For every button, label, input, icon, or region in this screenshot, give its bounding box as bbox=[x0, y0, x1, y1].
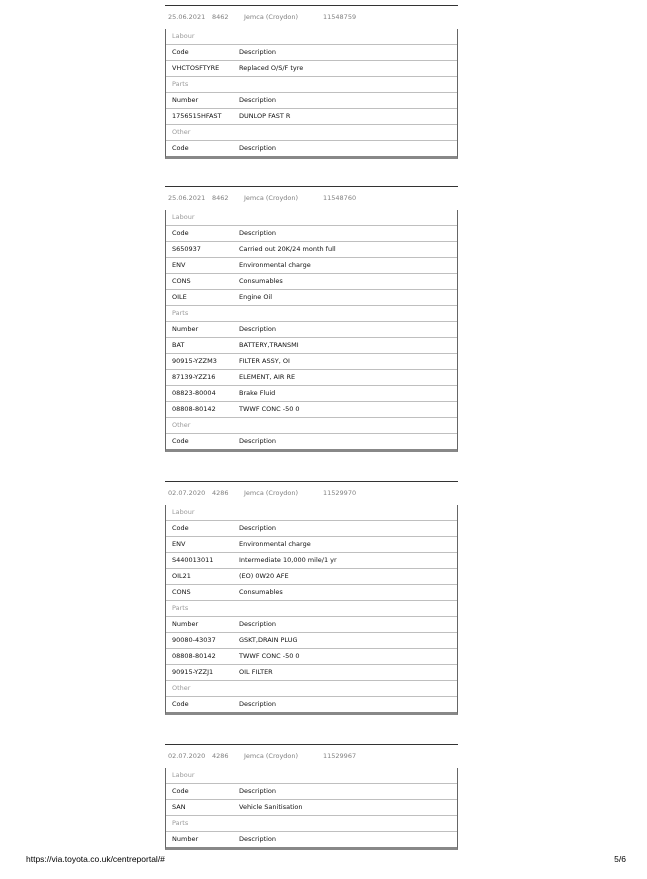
section-label bbox=[166, 601, 457, 617]
description-cell: Description bbox=[239, 48, 277, 56]
section-title: Labour bbox=[172, 508, 195, 516]
table-row bbox=[166, 338, 457, 354]
table-row bbox=[166, 585, 457, 601]
footer-url: https://via.toyota.co.uk/centreportal/# bbox=[26, 854, 165, 864]
section-title: Other bbox=[172, 128, 191, 136]
table-row bbox=[166, 569, 457, 585]
table-row bbox=[166, 370, 457, 386]
section-label bbox=[166, 768, 457, 784]
table-row bbox=[166, 290, 457, 306]
description-cell: TWWF CONC -50 0 bbox=[239, 405, 300, 413]
section-title: Parts bbox=[172, 604, 189, 612]
description-cell: ELEMENT, AIR RE bbox=[239, 373, 296, 381]
code-cell: 90915-YZZJ1 bbox=[172, 668, 214, 676]
code-cell: S440013011 bbox=[172, 556, 214, 564]
section-label bbox=[166, 418, 457, 434]
record-ref: 8462 bbox=[212, 13, 229, 21]
code-cell: OIL21 bbox=[172, 572, 191, 580]
record-table bbox=[165, 210, 458, 452]
section-title: Labour bbox=[172, 771, 195, 779]
section-label bbox=[166, 816, 457, 832]
table-row bbox=[166, 633, 457, 649]
code-cell: Code bbox=[172, 48, 189, 56]
column-header-row bbox=[166, 521, 457, 537]
code-cell: Code bbox=[172, 700, 189, 708]
section-label bbox=[166, 77, 457, 93]
description-cell: FILTER ASSY, OI bbox=[239, 357, 290, 365]
section-label bbox=[166, 125, 457, 141]
record-ref: 4286 bbox=[212, 752, 229, 760]
table-row bbox=[166, 109, 457, 125]
table-row bbox=[166, 354, 457, 370]
code-cell: 90915-YZZM3 bbox=[172, 357, 217, 365]
description-cell: Description bbox=[239, 144, 277, 152]
section-label bbox=[166, 306, 457, 322]
table-row bbox=[166, 800, 457, 816]
code-cell: Number bbox=[172, 96, 199, 104]
service-record bbox=[165, 5, 458, 159]
code-cell: Number bbox=[172, 835, 199, 843]
description-cell: Description bbox=[239, 620, 277, 628]
code-cell: ENV bbox=[172, 261, 186, 269]
column-header-row bbox=[166, 697, 457, 712]
code-cell: Code bbox=[172, 524, 189, 532]
code-cell: 1756515HFAST bbox=[172, 112, 222, 120]
section-title: Labour bbox=[172, 32, 195, 40]
description-cell: Description bbox=[239, 229, 277, 237]
column-header-row bbox=[166, 141, 457, 156]
description-cell: Environmental charge bbox=[239, 540, 311, 548]
record-site: Jemca (Croydon) bbox=[244, 194, 299, 202]
column-header-row bbox=[166, 434, 457, 449]
record-header bbox=[165, 5, 458, 29]
description-cell: Brake Fluid bbox=[239, 389, 276, 397]
description-cell: DUNLOP FAST R bbox=[239, 112, 291, 120]
description-cell: Environmental charge bbox=[239, 261, 311, 269]
code-cell: Code bbox=[172, 787, 189, 795]
record-job-number: 11548759 bbox=[323, 13, 357, 21]
code-cell: SAN bbox=[172, 803, 186, 811]
page-number: 5/6 bbox=[614, 854, 626, 864]
table-row bbox=[166, 402, 457, 418]
description-cell: Consumables bbox=[239, 588, 283, 596]
description-cell: Carried out 20K/24 month full bbox=[239, 245, 336, 253]
record-table bbox=[165, 505, 458, 715]
table-row bbox=[166, 649, 457, 665]
section-title: Labour bbox=[172, 213, 195, 221]
table-row bbox=[166, 386, 457, 402]
section-label bbox=[166, 29, 457, 45]
record-date: 25.06.2021 bbox=[168, 13, 206, 21]
column-header-row bbox=[166, 322, 457, 338]
section-title: Parts bbox=[172, 819, 189, 827]
record-date: 25.06.2021 bbox=[168, 194, 206, 202]
service-record bbox=[165, 744, 458, 850]
section-label bbox=[166, 210, 457, 226]
description-cell: BATTERY,TRANSMI bbox=[239, 341, 299, 349]
column-header-row bbox=[166, 93, 457, 109]
code-cell: 08808-80142 bbox=[172, 652, 216, 660]
code-cell: BAT bbox=[172, 341, 185, 349]
table-row bbox=[166, 61, 457, 77]
record-job-number: 11529970 bbox=[323, 489, 357, 497]
record-header bbox=[165, 481, 458, 505]
code-cell: CONS bbox=[172, 277, 191, 285]
record-site: Jemca (Croydon) bbox=[244, 13, 299, 21]
record-header bbox=[165, 744, 458, 768]
description-cell: Description bbox=[239, 437, 277, 445]
table-row bbox=[166, 242, 457, 258]
section-label bbox=[166, 505, 457, 521]
section-title: Parts bbox=[172, 309, 189, 317]
section-label bbox=[166, 681, 457, 697]
record-table bbox=[165, 29, 458, 159]
column-header-row bbox=[166, 226, 457, 242]
description-cell: OIL FILTER bbox=[239, 668, 273, 676]
code-cell: CONS bbox=[172, 588, 191, 596]
code-cell: 87139-YZZ16 bbox=[172, 373, 216, 381]
description-cell: Description bbox=[239, 96, 277, 104]
code-cell: 08823-80004 bbox=[172, 389, 216, 397]
section-title: Parts bbox=[172, 80, 189, 88]
description-cell: Replaced O/S/F tyre bbox=[239, 64, 304, 72]
code-cell: Number bbox=[172, 325, 199, 333]
section-title: Other bbox=[172, 421, 191, 429]
record-job-number: 11548760 bbox=[323, 194, 357, 202]
code-cell: Code bbox=[172, 229, 189, 237]
column-header-row bbox=[166, 784, 457, 800]
code-cell: 90080-43037 bbox=[172, 636, 216, 644]
record-job-number: 11529967 bbox=[323, 752, 357, 760]
table-row bbox=[166, 274, 457, 290]
description-cell: Description bbox=[239, 835, 277, 843]
service-record bbox=[165, 186, 458, 452]
table-row bbox=[166, 258, 457, 274]
column-header-row bbox=[166, 617, 457, 633]
column-header-row bbox=[166, 832, 457, 847]
code-cell: 08808-80142 bbox=[172, 405, 216, 413]
code-cell: Code bbox=[172, 437, 189, 445]
record-date: 02.07.2020 bbox=[168, 489, 206, 497]
description-cell: Description bbox=[239, 700, 277, 708]
description-cell: Intermediate 10,000 mile/1 yr bbox=[239, 556, 337, 564]
table-row bbox=[166, 553, 457, 569]
code-cell: S650937 bbox=[172, 245, 201, 253]
code-cell: VHCTOSFTYRE bbox=[172, 64, 220, 72]
description-cell: (EO) 0W20 AFE bbox=[239, 572, 289, 580]
record-date: 02.07.2020 bbox=[168, 752, 206, 760]
column-header-row bbox=[166, 45, 457, 61]
record-header bbox=[165, 186, 458, 210]
record-table bbox=[165, 768, 458, 850]
description-cell: Description bbox=[239, 524, 277, 532]
description-cell: Vehicle Sanitisation bbox=[239, 803, 303, 811]
description-cell: Engine Oil bbox=[239, 293, 273, 301]
record-site: Jemca (Croydon) bbox=[244, 752, 299, 760]
description-cell: GSKT,DRAIN PLUG bbox=[239, 636, 298, 644]
section-title: Other bbox=[172, 684, 191, 692]
table-row bbox=[166, 537, 457, 553]
code-cell: Number bbox=[172, 620, 199, 628]
code-cell: ENV bbox=[172, 540, 186, 548]
record-ref: 8462 bbox=[212, 194, 229, 202]
record-ref: 4286 bbox=[212, 489, 229, 497]
description-cell: Description bbox=[239, 787, 277, 795]
description-cell: Consumables bbox=[239, 277, 283, 285]
code-cell: Code bbox=[172, 144, 189, 152]
record-site: Jemca (Croydon) bbox=[244, 489, 299, 497]
description-cell: Description bbox=[239, 325, 277, 333]
table-row bbox=[166, 665, 457, 681]
code-cell: OILE bbox=[172, 293, 187, 301]
service-record bbox=[165, 481, 458, 715]
description-cell: TWWF CONC -50 0 bbox=[239, 652, 300, 660]
